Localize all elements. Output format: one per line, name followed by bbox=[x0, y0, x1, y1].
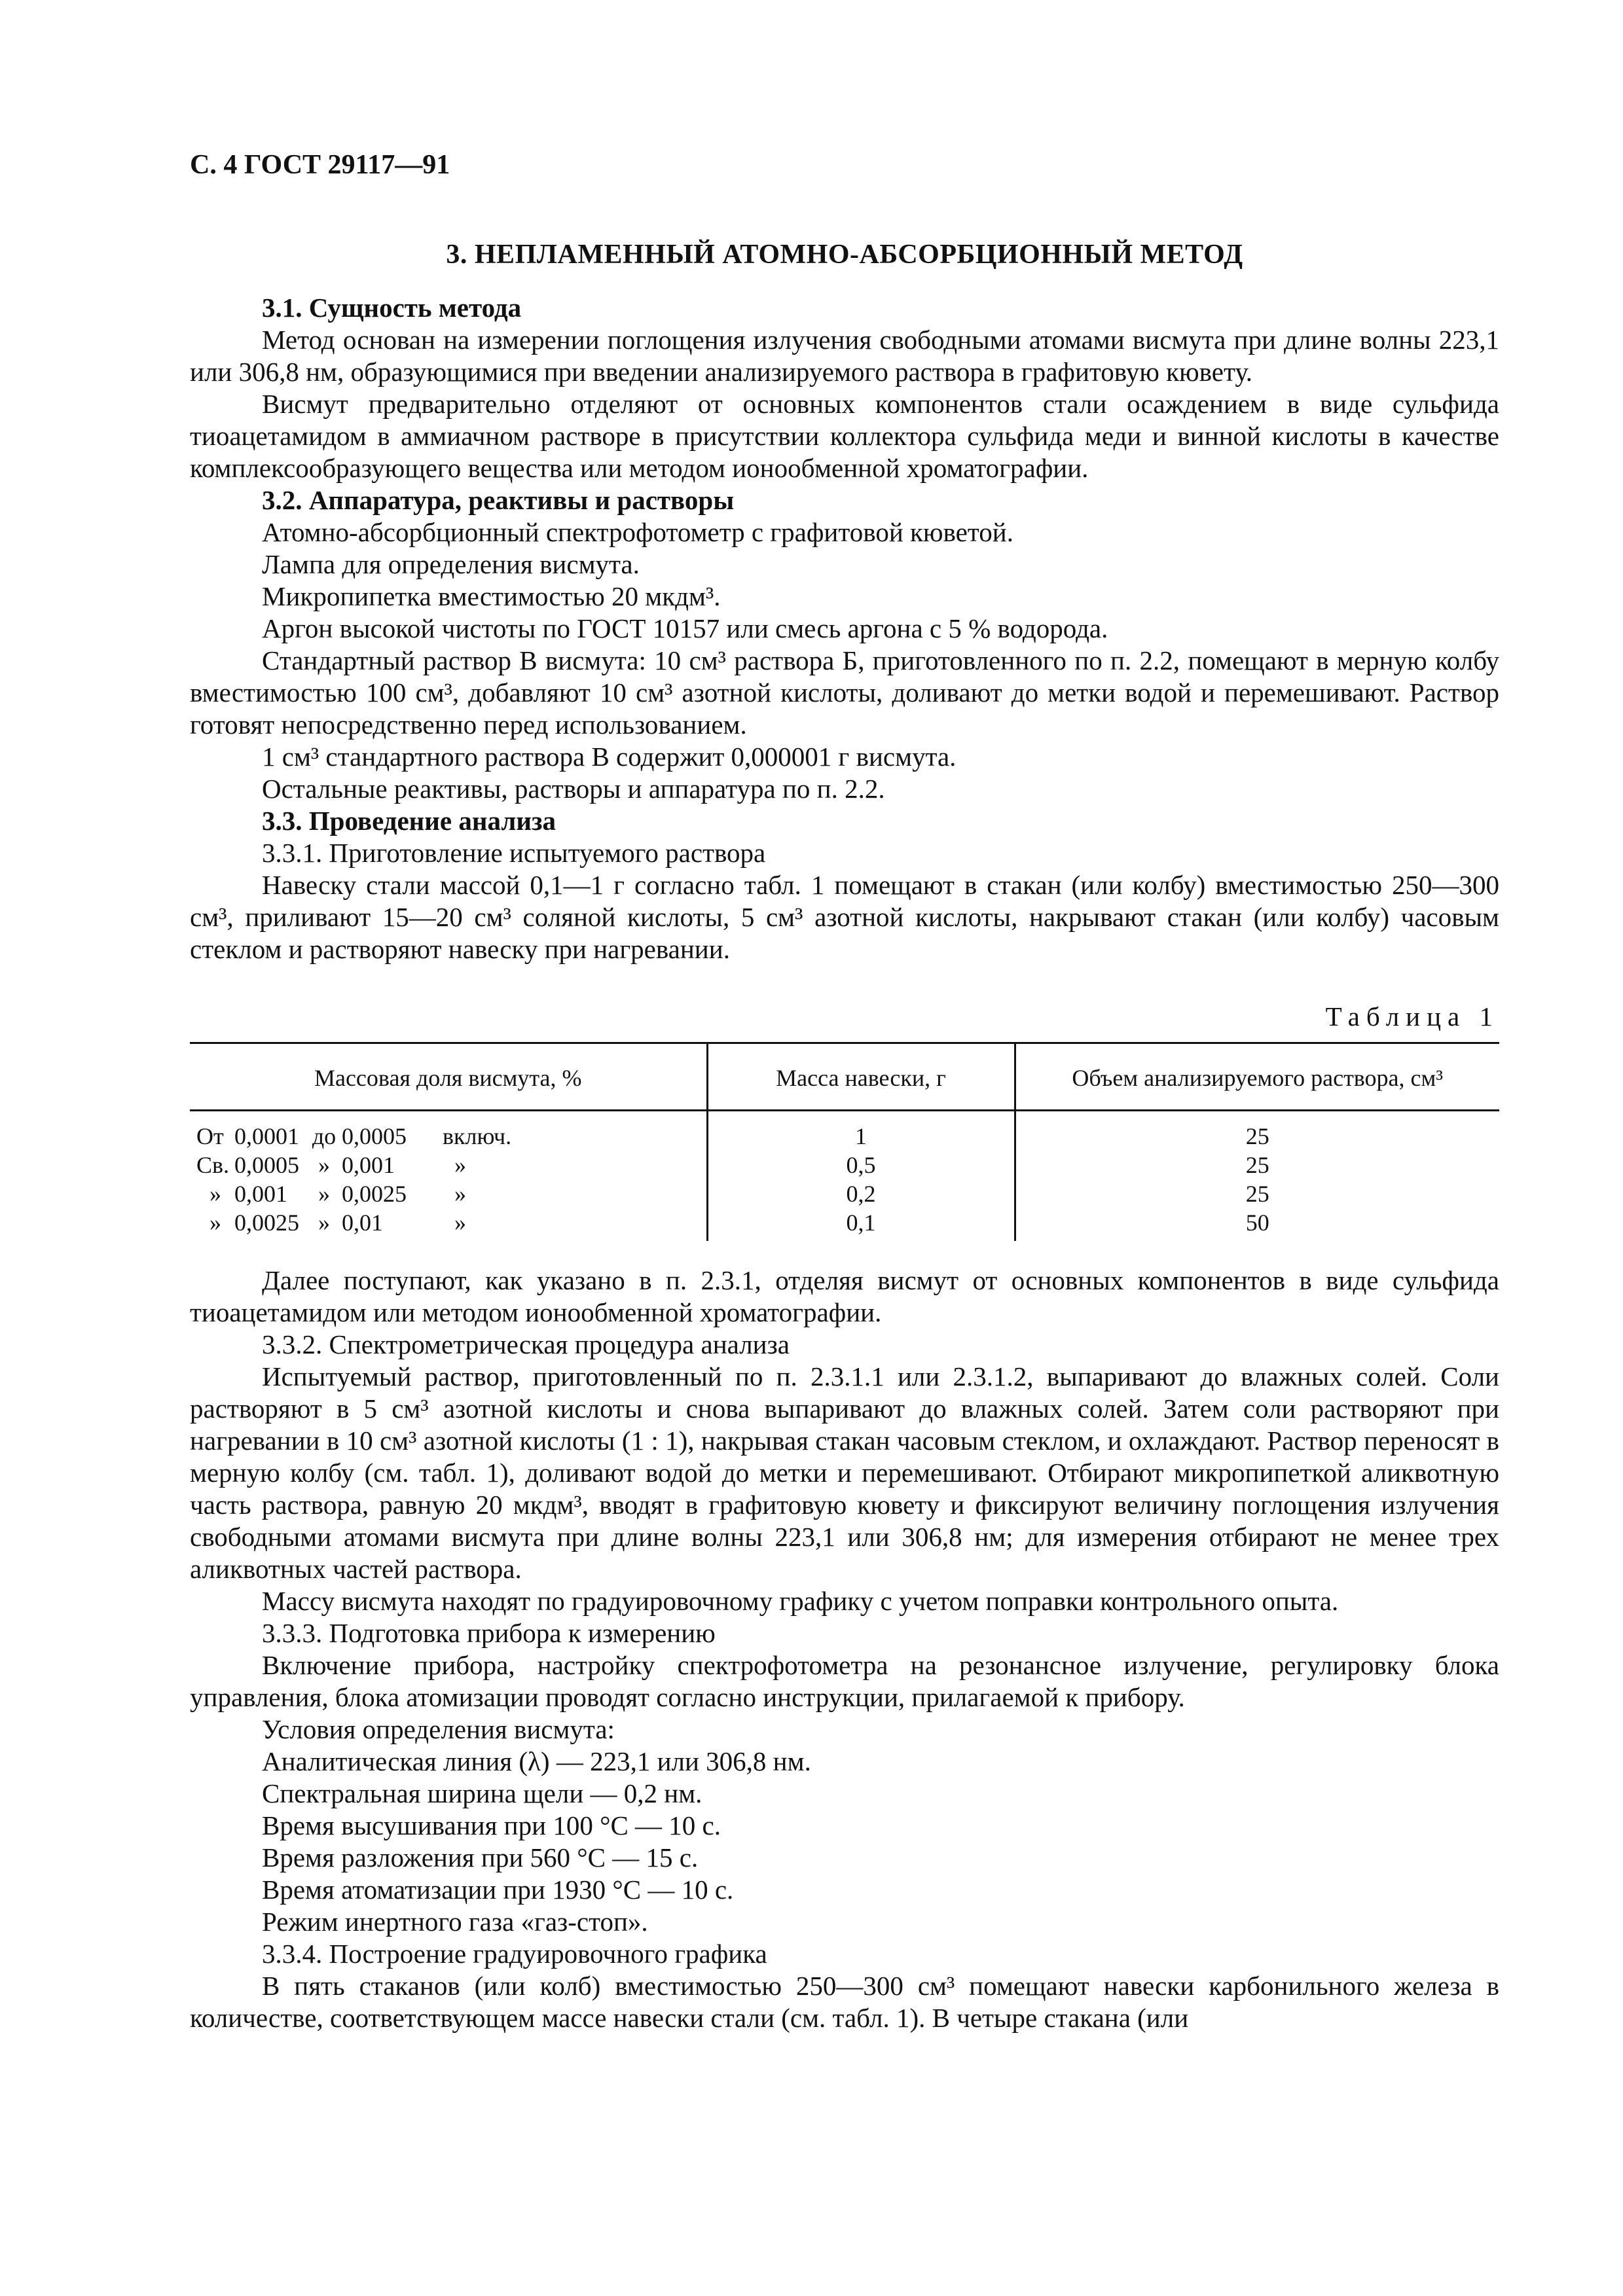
table-row bbox=[190, 1111, 1499, 1151]
range-from: 0,0025 bbox=[234, 1210, 299, 1236]
condition-line: Время высушивания при 100 °С — 10 с. bbox=[262, 1810, 721, 1840]
mass-cell: 0,2 bbox=[707, 1179, 1015, 1208]
table-row bbox=[190, 1151, 1499, 1179]
range-sep: » bbox=[318, 1210, 330, 1236]
paragraph: Аргон высокой чистоты по ГОСТ 10157 или смесь аргона с 5 % водорода. bbox=[262, 613, 1108, 643]
table-header-row bbox=[190, 1043, 1499, 1111]
paragraph: Испытуемый раствор, приготовленный по п. 2.3.1.1 или 2.3.1.2, выпаривают до влажных солей. Соли растворяют в 5 см³ азотной кислоты и снова выпаривают до влажных солей. Затем соли растворяют при нагревании в 10 см³ азотной кислоты (1 : 1), накрывая стакан часовым стеклом, и охлаждают. Раствор переносят в мерную колбу (см. табл. 1), доливают водой до метки и перемешивают. Отбирают микропипеткой аликвотную часть раствора, равную 20 мкдм³, вводят в графитовую кювету и фиксируют величину поглощения излучения свободными атомами висмута при длине волны 223,1 или 306,8 нм; для измерения отбирают не менее трех аликвотных частей раствора. bbox=[190, 1361, 1499, 1584]
paragraph: Микропипетка вместимостью 20 мкдм³. bbox=[262, 581, 721, 611]
range-prefix: Св. bbox=[196, 1152, 230, 1178]
range-tail: » bbox=[454, 1152, 466, 1178]
page-header: С. 4 ГОСТ 29117—91 bbox=[190, 150, 450, 180]
paragraph: Включение прибора, настройку спектрофотометра на резонансное излучение, регулировку блока управления, блока атомизации проводят согласно инструкции, прилагаемой к прибору. bbox=[190, 1650, 1499, 1712]
range-tail: » bbox=[454, 1181, 466, 1207]
condition-line: Режим инертного газа «газ-стоп». bbox=[262, 1907, 648, 1937]
table-1 bbox=[190, 1042, 1499, 1241]
range-from: 0,0005 bbox=[234, 1152, 299, 1178]
paragraph: Атомно-абсорбционный спектрофотометр с графитовой кюветой. bbox=[262, 517, 1013, 547]
table-header-cell: Массовая доля висмута, % bbox=[190, 1043, 707, 1111]
volume-cell: 25 bbox=[1015, 1179, 1499, 1208]
range-from: 0,001 bbox=[234, 1181, 287, 1207]
table-row bbox=[190, 1208, 1499, 1241]
subsection-3-3-1-title: 3.3.1. Приготовление испытуемого раствора bbox=[262, 838, 766, 868]
range-tail: » bbox=[454, 1210, 466, 1236]
table-header-cell: Масса навески, г bbox=[707, 1043, 1015, 1111]
range-to: 0,01 bbox=[342, 1210, 383, 1236]
condition-line: Время атоматизации при 1930 °С — 10 с. bbox=[262, 1874, 734, 1905]
condition-line: Аналитическая линия (λ) — 223,1 или 306,8 нм. bbox=[262, 1746, 811, 1776]
paragraph: 1 см³ стандартного раствора В содержит 0,000001 г висмута. bbox=[262, 742, 957, 772]
range-to: 0,0025 bbox=[342, 1181, 407, 1207]
conditions-heading: Условия определения висмута: bbox=[262, 1714, 615, 1744]
range-to: 0,001 bbox=[342, 1152, 395, 1178]
range-sep: » bbox=[318, 1152, 330, 1178]
subsection-3-2-title: 3.2. Аппаратура, реактивы и растворы bbox=[262, 485, 735, 515]
range-cell bbox=[190, 1111, 707, 1151]
subsection-3-3-2-title: 3.3.2. Спектрометрическая процедура анализа bbox=[262, 1329, 790, 1359]
table-row bbox=[190, 1179, 1499, 1208]
volume-cell: 25 bbox=[1015, 1111, 1499, 1151]
range-cell bbox=[190, 1151, 707, 1179]
paragraph: В пять стаканов (или колб) вместимостью 250—300 см³ помещают навески карбонильного железа в количестве, соответствующем массе навески стали (см. табл. 1). В четыре стакана (или bbox=[190, 1971, 1499, 2033]
subsection-3-3-title: 3.3. Проведение анализа bbox=[262, 806, 556, 836]
paragraph: Стандартный раствор В висмута: 10 см³ раствора Б, приготовленного по п. 2.2, помещают в мерную колбу вместимостью 100 см³, добавляют 10 см³ азотной кислоты, доливают до метки водой и перемешивают. Раствор готовят непосредственно перед использованием. bbox=[190, 645, 1499, 740]
paragraph: Навеску стали массой 0,1—1 г согласно табл. 1 помещают в стакан (или колбу) вместимостью 250—300 см³, приливают 15—20 см³ соляной кислоты, 5 см³ азотной кислоты, накрывают стакан (или колбу) часовым стеклом и растворяют навеску при нагревании. bbox=[190, 870, 1499, 964]
range-prefix: » bbox=[210, 1210, 221, 1236]
range-cell bbox=[190, 1179, 707, 1208]
subsection-3-3-4-title: 3.3.4. Построение градуировочного графика bbox=[262, 1939, 767, 1969]
mass-cell: 0,5 bbox=[707, 1151, 1015, 1179]
range-prefix: От bbox=[196, 1123, 224, 1149]
range-prefix: » bbox=[210, 1181, 221, 1207]
paragraph: Висмут предварительно отделяют от основных компонентов стали осаждением в виде сульфида тиоацетамидом в аммиачном растворе в присутствии коллектора сульфида меди и винной кислоты в качестве комплексообразующего вещества или методом ионообменной хроматографии. bbox=[190, 389, 1499, 483]
page-content bbox=[190, 149, 1499, 2034]
volume-cell: 25 bbox=[1015, 1151, 1499, 1179]
subsection-3-3-3-title: 3.3.3. Подготовка прибора к измерению bbox=[262, 1618, 716, 1648]
range-sep: » bbox=[318, 1181, 330, 1207]
condition-line: Спектральная ширина щели — 0,2 нм. bbox=[262, 1778, 702, 1808]
range-tail: включ. bbox=[443, 1123, 512, 1149]
paragraph: Метод основан на измерении поглощения излучения свободными атомами висмута при длине волны 223,1 или 306,8 нм, образующимися при введении анализируемого раствора в графитовую кювету. bbox=[190, 325, 1499, 387]
range-sep: до bbox=[312, 1123, 337, 1149]
paragraph: Остальные реактивы, растворы и аппаратура по п. 2.2. bbox=[262, 774, 885, 804]
range-to: 0,0005 bbox=[342, 1123, 407, 1149]
mass-cell: 1 bbox=[707, 1111, 1015, 1151]
range-from: 0,0001 bbox=[234, 1123, 299, 1149]
volume-cell: 50 bbox=[1015, 1208, 1499, 1241]
section-title: 3. НЕПЛАМЕННЫЙ АТОМНО-АБСОРБЦИОННЫЙ МЕТОД bbox=[446, 240, 1243, 270]
paragraph: Массу висмута находят по градуировочному графику с учетом поправки контрольного опыта. bbox=[262, 1586, 1339, 1616]
paragraph: Далее поступают, как указано в п. 2.3.1, отделяя висмут от основных компонентов в виде сульфида тиоацетамидом или методом ионообменной хроматографии. bbox=[190, 1265, 1499, 1327]
condition-line: Время разложения при 560 °С — 15 с. bbox=[262, 1842, 699, 1873]
subsection-3-1-title: 3.1. Сущность метода bbox=[262, 293, 522, 323]
table-caption: Таблица 1 bbox=[1325, 1001, 1499, 1031]
range-cell bbox=[190, 1208, 707, 1241]
mass-cell: 0,1 bbox=[707, 1208, 1015, 1241]
table-header-cell: Объем анализируемого раствора, см³ bbox=[1015, 1043, 1499, 1111]
paragraph: Лампа для определения висмута. bbox=[262, 549, 640, 579]
